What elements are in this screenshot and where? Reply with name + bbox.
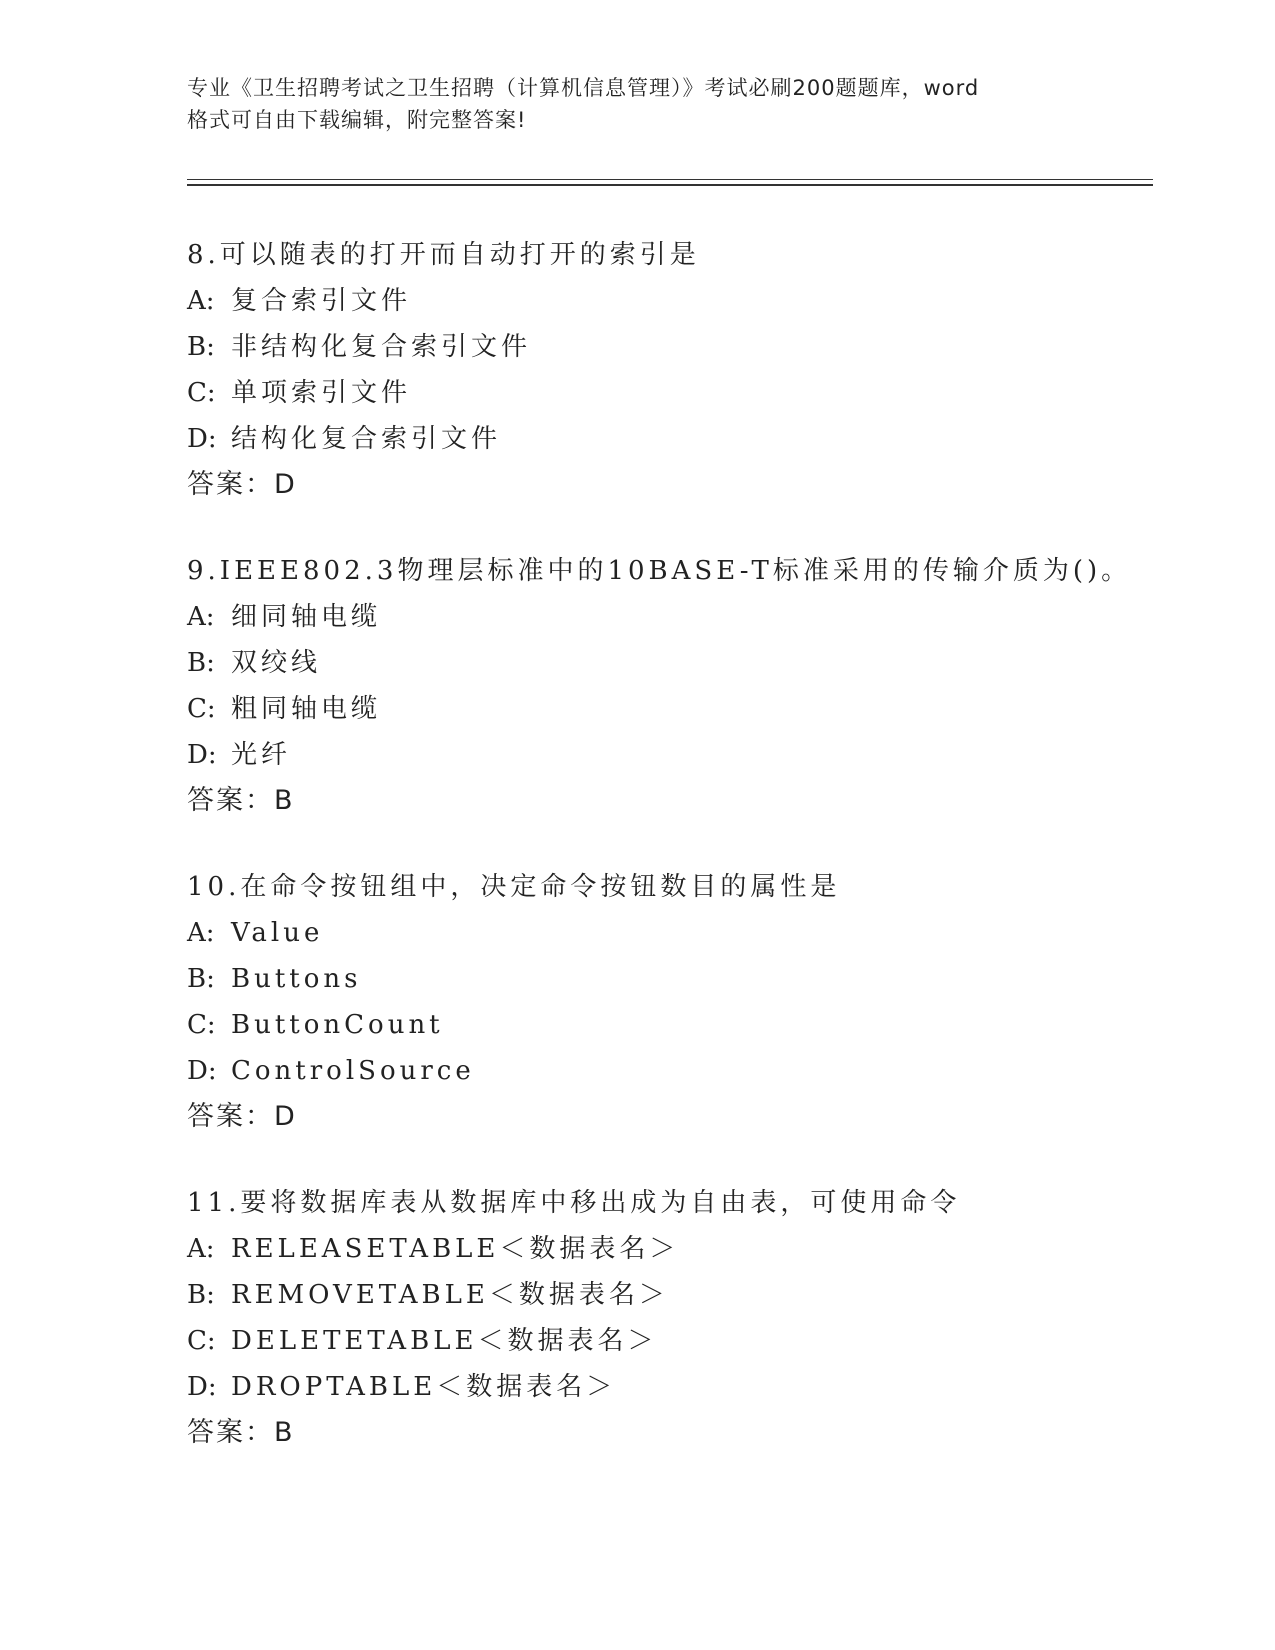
question-title: 10.在命令按钮组中，决定命令按钮数目的属性是: [187, 872, 841, 902]
option-letter: A:: [187, 918, 215, 948]
header-divider-thick: [187, 184, 1153, 186]
option-letter: B:: [187, 648, 215, 678]
header-divider-thin: [187, 179, 1153, 180]
answer-value: D: [274, 469, 296, 500]
option-text: 粗同轴电缆: [231, 694, 382, 724]
answer-value: D: [274, 1101, 296, 1132]
question-list: [187, 232, 1147, 1496]
question-title: 11.要将数据库表从数据库中移出成为自由表，可使用命令: [187, 1188, 961, 1218]
option-a: [187, 1226, 1147, 1272]
option-d: [187, 1364, 1147, 1410]
question-title: 9.IEEE802.3物理层标准中的10BASE-T标准采用的传输介质为()。: [187, 556, 1132, 586]
option-text: 光纤: [231, 740, 292, 770]
option-a: [187, 594, 1147, 640]
option-letter: C:: [187, 1010, 216, 1040]
option-c: [187, 686, 1147, 732]
option-d: [187, 732, 1147, 778]
answer-label: 答案：: [187, 785, 274, 816]
option-letter: B:: [187, 964, 215, 994]
option-text: ButtonCount: [231, 1010, 444, 1040]
option-letter: C:: [187, 378, 216, 408]
option-letter: A:: [187, 286, 215, 316]
option-letter: A:: [187, 1234, 215, 1264]
option-text: DELETETABLE＜数据表名＞: [231, 1326, 658, 1356]
option-text: RELEASETABLE＜数据表名＞: [231, 1234, 680, 1264]
option-c: [187, 370, 1147, 416]
answer-label: 答案：: [187, 1101, 274, 1132]
answer-line: [187, 1094, 1147, 1140]
option-letter: D:: [187, 1372, 217, 1402]
answer-value: B: [274, 785, 294, 816]
option-a: [187, 910, 1147, 956]
question-8: [187, 232, 1147, 508]
option-letter: D:: [187, 1056, 217, 1086]
option-d: [187, 416, 1147, 462]
option-text: 非结构化复合索引文件: [231, 332, 532, 362]
answer-line: [187, 462, 1147, 508]
option-b: [187, 1272, 1147, 1318]
option-text: Value: [231, 918, 324, 948]
option-b: [187, 324, 1147, 370]
option-b: [187, 640, 1147, 686]
question-title: 8.可以随表的打开而自动打开的索引是: [187, 240, 700, 270]
option-text: REMOVETABLE＜数据表名＞: [231, 1280, 669, 1310]
option-letter: A:: [187, 602, 215, 632]
option-text: 细同轴电缆: [231, 602, 382, 632]
question-10: [187, 864, 1147, 1140]
option-text: 结构化复合索引文件: [231, 424, 502, 454]
option-letter: C:: [187, 1326, 216, 1356]
option-letter: D:: [187, 424, 217, 454]
option-letter: C:: [187, 694, 216, 724]
option-text: Buttons: [231, 964, 362, 994]
option-letter: D:: [187, 740, 217, 770]
answer-value: B: [274, 1417, 294, 1448]
option-text: 单项索引文件: [231, 378, 412, 408]
option-text: 复合索引文件: [231, 286, 412, 316]
answer-label: 答案：: [187, 1417, 274, 1448]
option-letter: B:: [187, 1280, 215, 1310]
option-text: 双绞线: [231, 648, 322, 678]
option-c: [187, 1002, 1147, 1048]
option-text: ControlSource: [231, 1056, 475, 1086]
header-line-2: 格式可自由下载编辑，附完整答案!: [187, 108, 527, 132]
question-11: [187, 1180, 1147, 1456]
option-d: [187, 1048, 1147, 1094]
option-a: [187, 278, 1147, 324]
answer-line: [187, 778, 1147, 824]
answer-line: [187, 1410, 1147, 1456]
document-header: [187, 72, 1087, 136]
option-letter: B:: [187, 332, 215, 362]
option-text: DROPTABLE＜数据表名＞: [231, 1372, 617, 1402]
header-line-1: 专业《卫生招聘考试之卫生招聘（计算机信息管理）》考试必刷200题题库，word: [187, 76, 980, 100]
option-b: [187, 956, 1147, 1002]
question-9: [187, 548, 1147, 824]
option-c: [187, 1318, 1147, 1364]
answer-label: 答案：: [187, 469, 274, 500]
